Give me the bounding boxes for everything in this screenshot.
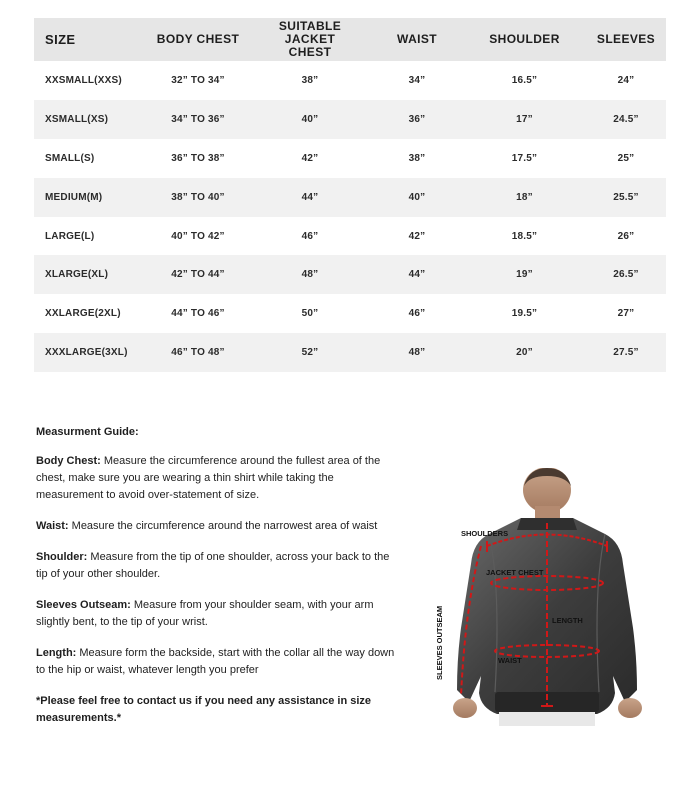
guide-item-text: Measure the circumference around the narrowest area of waist bbox=[68, 520, 378, 532]
cell-waist: 48” bbox=[408, 347, 426, 359]
header-waist: WAIST bbox=[397, 32, 437, 46]
cell-sleeves: 24.5” bbox=[613, 113, 639, 125]
cell-shoulder: 17.5” bbox=[511, 152, 538, 164]
cell-waist: 42” bbox=[408, 230, 426, 242]
guide-item-label: Waist: bbox=[36, 520, 69, 532]
pants-shape bbox=[499, 712, 595, 726]
guide-item-text: Measure the circumference around the fullest area of the chest, make sure you are wearing a thin shirt while taking the measurement to avoid over-statement of size. bbox=[36, 455, 381, 501]
cell-shoulder: 16.5” bbox=[511, 74, 538, 86]
cell-jacket-chest: 46” bbox=[301, 230, 319, 242]
cell-jacket-chest: 42” bbox=[301, 152, 319, 164]
label-jacket-chest: JACKET CHEST bbox=[486, 568, 544, 577]
right-hand-shape bbox=[618, 698, 642, 718]
table-row bbox=[34, 61, 666, 100]
header-suitable-jacket-chest-text: SUITABLE JACKET CHEST bbox=[278, 19, 342, 59]
cell-size: XLARGE(XL) bbox=[45, 269, 109, 281]
cell-jacket-chest: 52” bbox=[301, 347, 319, 359]
guide-item-text: Measure from your shoulder seam, with your arm slightly bent, to the tip of your wrist. bbox=[36, 599, 374, 628]
guide-item bbox=[36, 645, 396, 679]
size-chart-table bbox=[34, 18, 666, 372]
cell-shoulder: 20” bbox=[516, 347, 533, 359]
cell-sleeves: 27.5” bbox=[613, 347, 639, 359]
table-row bbox=[34, 255, 666, 294]
cell-waist: 38” bbox=[408, 152, 426, 164]
table-body bbox=[34, 61, 666, 372]
header-size: SIZE bbox=[45, 32, 76, 47]
label-length: LENGTH bbox=[552, 616, 583, 625]
cell-waist: 36” bbox=[408, 113, 426, 125]
header-body-chest: BODY CHEST bbox=[156, 32, 240, 46]
cell-body-chest: 46” TO 48” bbox=[171, 347, 225, 359]
guide-item bbox=[36, 549, 396, 583]
cell-size: MEDIUM(M) bbox=[45, 191, 103, 203]
cell-size: SMALL(S) bbox=[45, 152, 95, 164]
cell-waist: 46” bbox=[408, 308, 426, 320]
cell-jacket-chest: 44” bbox=[301, 191, 319, 203]
measurement-guide bbox=[36, 424, 396, 727]
cell-body-chest: 36” TO 38” bbox=[171, 152, 225, 164]
guide-item bbox=[36, 453, 396, 504]
table-row bbox=[34, 100, 666, 139]
cell-jacket-chest: 50” bbox=[301, 308, 319, 320]
cell-body-chest: 40” TO 42” bbox=[171, 230, 225, 242]
cell-waist: 40” bbox=[408, 191, 426, 203]
cell-waist: 44” bbox=[408, 269, 426, 281]
cell-size: XXSMALL(XXS) bbox=[45, 74, 122, 86]
cell-shoulder: 18.5” bbox=[511, 230, 538, 242]
header-suitable-jacket-chest bbox=[249, 20, 371, 59]
cell-size: LARGE(L) bbox=[45, 230, 95, 242]
table-row bbox=[34, 333, 666, 372]
cell-size: XXLARGE(2XL) bbox=[45, 308, 121, 320]
cell-size: XSMALL(XS) bbox=[45, 113, 109, 125]
cell-body-chest: 42” TO 44” bbox=[171, 269, 225, 281]
guide-title: Measurment Guide: bbox=[36, 426, 139, 438]
guide-note: *Please feel free to contact us if you need any assistance in size measurements.* bbox=[36, 695, 372, 724]
cell-body-chest: 44” TO 46” bbox=[171, 308, 225, 320]
label-sleeves-outseam: SLEEVES OUTSEAM bbox=[435, 605, 444, 680]
label-waist: WAIST bbox=[498, 656, 522, 665]
cell-sleeves: 24” bbox=[617, 74, 635, 86]
table-row bbox=[34, 294, 666, 333]
cell-sleeves: 26” bbox=[617, 230, 635, 242]
cell-jacket-chest: 38” bbox=[301, 74, 319, 86]
cell-sleeves: 25” bbox=[617, 152, 635, 164]
table-row bbox=[34, 139, 666, 178]
cell-size: XXXLARGE(3XL) bbox=[45, 347, 128, 359]
guide-item-label: Length: bbox=[36, 647, 77, 659]
guide-item-label: Body Chest: bbox=[36, 455, 101, 467]
guide-item bbox=[36, 597, 396, 631]
guide-item-text: Measure from the tip of one shoulder, across your back to the tip of your other shoulder. bbox=[36, 551, 390, 580]
cell-shoulder: 19” bbox=[516, 269, 533, 281]
table-row bbox=[34, 178, 666, 217]
guide-items bbox=[36, 453, 396, 679]
cell-shoulder: 19.5” bbox=[511, 308, 538, 320]
cell-sleeves: 25.5” bbox=[613, 191, 639, 203]
header-sleeves: SLEEVES bbox=[596, 32, 656, 46]
label-shoulders: SHOULDERS bbox=[461, 529, 509, 538]
guide-item-label: Sleeves Outseam: bbox=[36, 599, 131, 611]
cell-jacket-chest: 48” bbox=[301, 269, 319, 281]
table-row bbox=[34, 217, 666, 256]
guide-item-text: Measure form the backside, start with the collar all the way down to the hip or waist, whatever length you prefer bbox=[36, 647, 395, 676]
cell-shoulder: 17” bbox=[516, 113, 533, 125]
cell-jacket-chest: 40” bbox=[301, 113, 319, 125]
cell-sleeves: 27” bbox=[617, 308, 635, 320]
cell-body-chest: 38” TO 40” bbox=[171, 191, 225, 203]
cell-body-chest: 32” TO 34” bbox=[171, 74, 225, 86]
jacket-illustration bbox=[425, 468, 670, 726]
cell-body-chest: 34” TO 36” bbox=[171, 113, 225, 125]
cell-sleeves: 26.5” bbox=[613, 269, 639, 281]
header-shoulder: SHOULDER bbox=[489, 32, 560, 46]
jacket-measurement-figure bbox=[425, 468, 670, 726]
guide-item bbox=[36, 518, 396, 535]
left-hand-shape bbox=[453, 698, 477, 718]
cell-waist: 34” bbox=[408, 74, 426, 86]
cell-shoulder: 18” bbox=[516, 191, 533, 203]
table-header-row bbox=[34, 18, 666, 61]
guide-item-label: Shoulder: bbox=[36, 551, 88, 563]
